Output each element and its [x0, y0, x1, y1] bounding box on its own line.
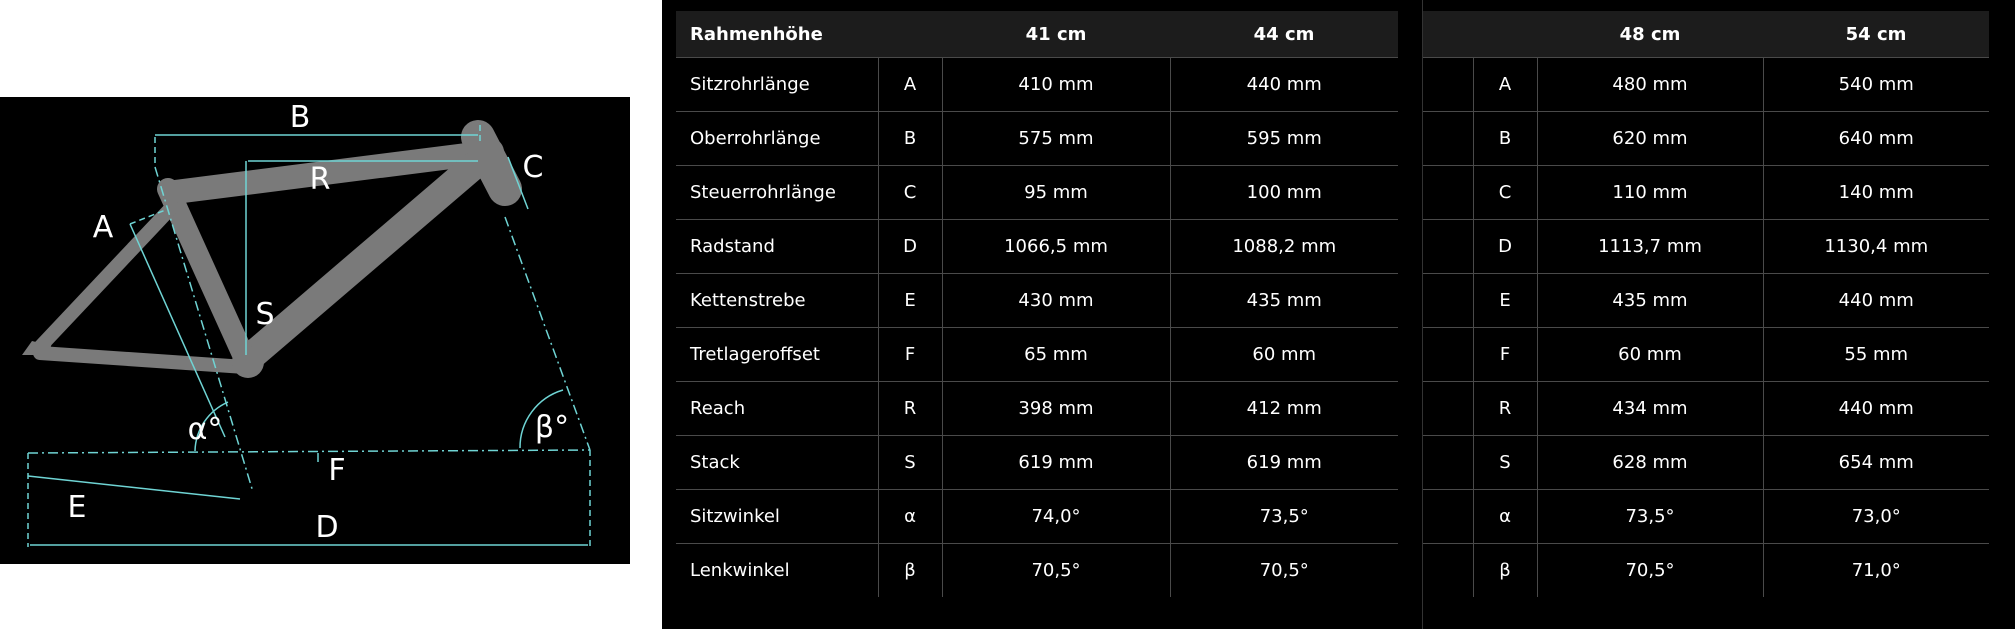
table-row	[676, 274, 1398, 328]
table-row	[676, 436, 1398, 490]
measurement-value: 70,5°	[942, 544, 1170, 598]
measurement-value: 73,0°	[1763, 490, 1989, 544]
table-row	[676, 220, 1398, 274]
measurement-value: 71,0°	[1763, 544, 1989, 598]
row-spacer	[1423, 544, 1473, 598]
header-spacer	[1423, 11, 1537, 58]
size-header-54: 54 cm	[1763, 11, 1989, 58]
measurement-value: 430 mm	[942, 274, 1170, 328]
measurement-value: 70,5°	[1537, 544, 1763, 598]
row-spacer	[1423, 58, 1473, 112]
measurement-label: Stack	[676, 436, 878, 490]
measurement-value: 1113,7 mm	[1537, 220, 1763, 274]
table-row	[1423, 490, 1989, 544]
measurement-symbol: R	[1473, 382, 1537, 436]
table-row	[1423, 328, 1989, 382]
measurement-value: 140 mm	[1763, 166, 1989, 220]
measurement-value: 480 mm	[1537, 58, 1763, 112]
rear-dropout	[22, 335, 52, 355]
label-B: B	[289, 100, 311, 135]
label-S: S	[255, 297, 275, 332]
measurement-value: 73,5°	[1537, 490, 1763, 544]
measurement-value: 1066,5 mm	[942, 220, 1170, 274]
row-spacer	[1423, 490, 1473, 544]
measurement-value: 73,5°	[1170, 490, 1398, 544]
measurement-value: 60 mm	[1537, 328, 1763, 382]
table-row	[676, 112, 1398, 166]
table-row	[1423, 166, 1989, 220]
size-header-41: 41 cm	[942, 11, 1170, 58]
row-spacer	[1423, 166, 1473, 220]
table-row	[1423, 58, 1989, 112]
row-spacer	[1423, 274, 1473, 328]
measurement-label: Oberrohrlänge	[676, 112, 878, 166]
dim-A	[130, 224, 225, 437]
measurement-value: 100 mm	[1170, 166, 1398, 220]
measurement-symbol: B	[1473, 112, 1537, 166]
table-row	[676, 544, 1398, 598]
measurement-symbol: E	[878, 274, 942, 328]
measurement-symbol: C	[1473, 166, 1537, 220]
measurement-value: 74,0°	[942, 490, 1170, 544]
measurement-symbol: B	[878, 112, 942, 166]
measurement-symbol: β	[1473, 544, 1537, 598]
geometry-table-large-sizes	[1423, 11, 1989, 597]
label-beta: β°	[534, 410, 570, 445]
table-row	[1423, 544, 1989, 598]
measurement-value: 595 mm	[1170, 112, 1398, 166]
measurement-value: 410 mm	[942, 58, 1170, 112]
measurement-value: 440 mm	[1170, 58, 1398, 112]
measurement-symbol: S	[878, 436, 942, 490]
measurement-value: 434 mm	[1537, 382, 1763, 436]
measurement-symbol: α	[1473, 490, 1537, 544]
measurement-value: 620 mm	[1537, 112, 1763, 166]
measurement-value: 1088,2 mm	[1170, 220, 1398, 274]
measurement-symbol: F	[1473, 328, 1537, 382]
measurement-label: Sitzwinkel	[676, 490, 878, 544]
label-A: A	[92, 210, 114, 245]
measurement-value: 412 mm	[1170, 382, 1398, 436]
measurement-symbol: S	[1473, 436, 1537, 490]
table-row	[1423, 112, 1989, 166]
row-spacer	[1423, 220, 1473, 274]
measurement-label: Steuerrohrlänge	[676, 166, 878, 220]
geometry-table-small-sizes	[676, 11, 1398, 597]
table-row	[676, 58, 1398, 112]
row-spacer	[1423, 112, 1473, 166]
dim-E	[28, 476, 240, 499]
measurement-label: Tretlageroffset	[676, 328, 878, 382]
measurement-value: 70,5°	[1170, 544, 1398, 598]
label-E: E	[67, 490, 87, 525]
table-row	[1423, 220, 1989, 274]
measurement-value: 60 mm	[1170, 328, 1398, 382]
size-header-44: 44 cm	[1170, 11, 1398, 58]
measurement-label: Radstand	[676, 220, 878, 274]
measurement-value: 435 mm	[1170, 274, 1398, 328]
measurement-value: 640 mm	[1763, 112, 1989, 166]
measurement-value: 398 mm	[942, 382, 1170, 436]
measurement-value: 435 mm	[1537, 274, 1763, 328]
measurement-value: 619 mm	[942, 436, 1170, 490]
measurement-value: 619 mm	[1170, 436, 1398, 490]
table-header-row	[676, 11, 1398, 58]
table-row	[1423, 274, 1989, 328]
measurement-value: 65 mm	[942, 328, 1170, 382]
label-R: R	[309, 162, 331, 197]
measurement-symbol: A	[878, 58, 942, 112]
frame-geometry-svg	[0, 97, 630, 564]
measurement-value: 440 mm	[1763, 274, 1989, 328]
bike-frame	[40, 137, 505, 367]
measurement-symbol: D	[878, 220, 942, 274]
table-row	[676, 382, 1398, 436]
bottom-bracket	[232, 346, 264, 378]
measurement-symbol: E	[1473, 274, 1537, 328]
label-alpha: α°	[187, 412, 223, 447]
head-tube	[478, 137, 505, 189]
table-row	[1423, 436, 1989, 490]
row-spacer	[1423, 328, 1473, 382]
size-header-48: 48 cm	[1537, 11, 1763, 58]
frame-size-header: Rahmenhöhe	[676, 11, 942, 58]
measurement-label: Lenkwinkel	[676, 544, 878, 598]
measurement-symbol: β	[878, 544, 942, 598]
measurement-symbol: A	[1473, 58, 1537, 112]
label-C: C	[522, 150, 544, 185]
measurement-value: 440 mm	[1763, 382, 1989, 436]
row-spacer	[1423, 382, 1473, 436]
table-row	[1423, 382, 1989, 436]
measurement-label: Reach	[676, 382, 878, 436]
table-header-row	[1423, 11, 1989, 58]
measurement-symbol: C	[878, 166, 942, 220]
label-F: F	[328, 453, 346, 488]
table-row	[676, 328, 1398, 382]
label-D: D	[315, 510, 339, 545]
measurement-label: Sitzrohrlänge	[676, 58, 878, 112]
measurement-value: 95 mm	[942, 166, 1170, 220]
measurement-value: 654 mm	[1763, 436, 1989, 490]
row-spacer	[1423, 436, 1473, 490]
table-row	[676, 490, 1398, 544]
measurement-value: 55 mm	[1763, 328, 1989, 382]
measurement-value: 575 mm	[942, 112, 1170, 166]
measurement-symbol: α	[878, 490, 942, 544]
measurement-value: 110 mm	[1537, 166, 1763, 220]
measurement-value: 628 mm	[1537, 436, 1763, 490]
measurement-label: Kettenstrebe	[676, 274, 878, 328]
measurement-symbol: R	[878, 382, 942, 436]
measurement-value: 540 mm	[1763, 58, 1989, 112]
measurement-symbol: F	[878, 328, 942, 382]
measurement-symbol: D	[1473, 220, 1537, 274]
measurement-value: 1130,4 mm	[1763, 220, 1989, 274]
table-row	[676, 166, 1398, 220]
frame-geometry-diagram	[0, 97, 630, 564]
geometry-table-panel	[662, 0, 2015, 629]
